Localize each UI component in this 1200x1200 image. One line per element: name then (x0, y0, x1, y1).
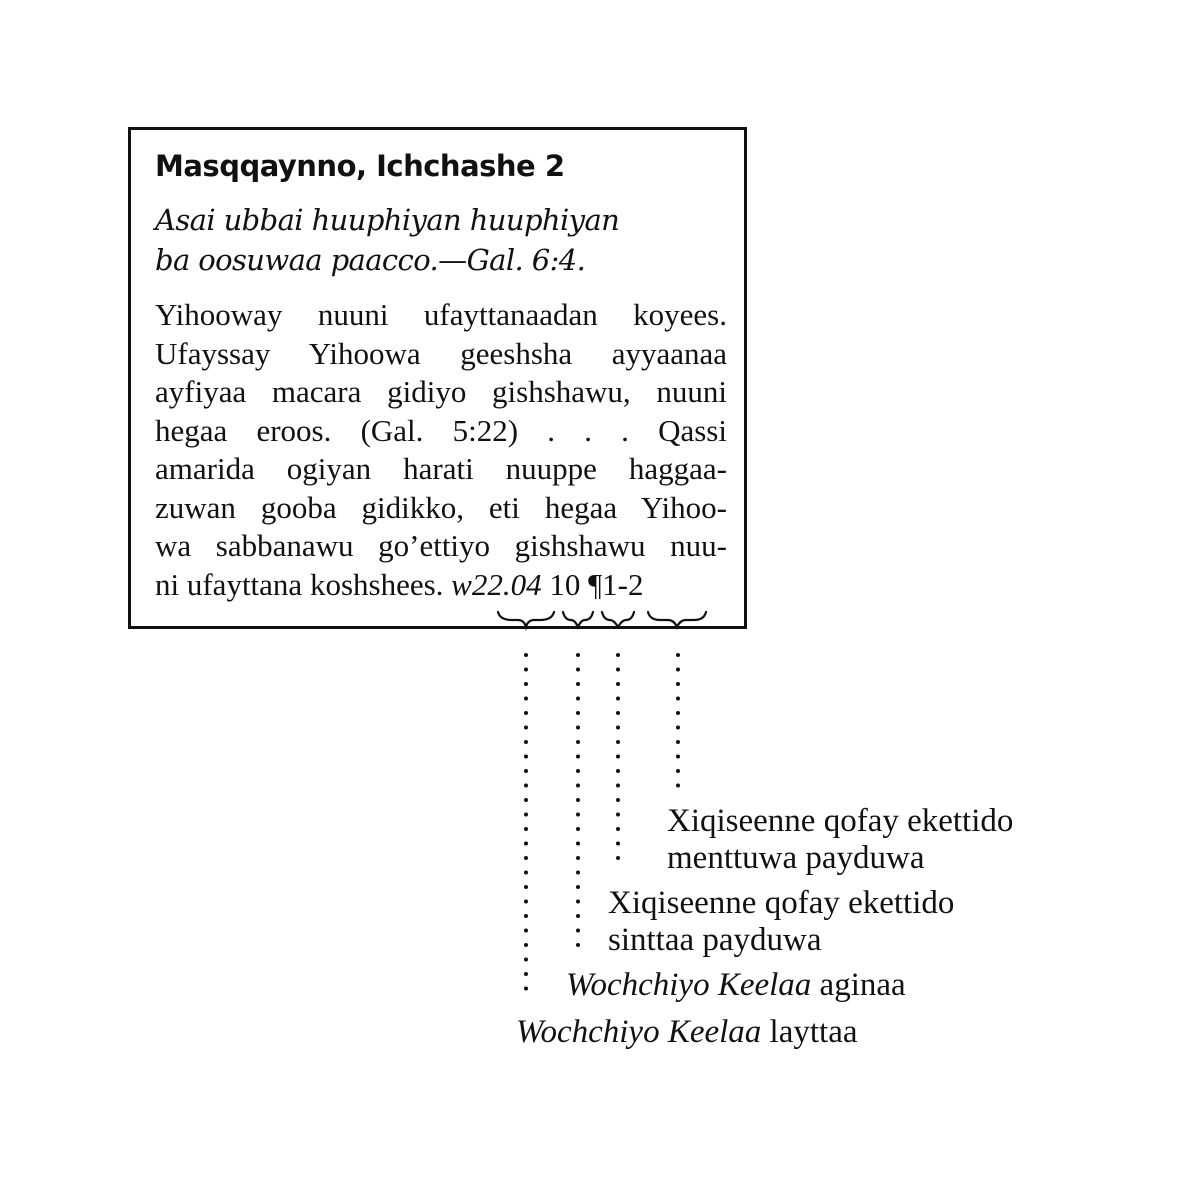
leader-dot (576, 885, 580, 889)
leader-dot (576, 900, 580, 904)
leader-dot (524, 827, 528, 831)
label-issue-suffix: aginaa (819, 967, 906, 1003)
label-year (516, 1014, 858, 1051)
leader-dot (576, 711, 580, 715)
leader-dot (524, 798, 528, 802)
leader-dot (676, 682, 680, 686)
leader-dot (616, 784, 620, 788)
leader-dot (676, 668, 680, 672)
leader-dot (616, 682, 620, 686)
leader-dot (524, 914, 528, 918)
leader-dot (616, 711, 620, 715)
leader-dot (524, 726, 528, 730)
leader-dot (616, 697, 620, 701)
leader-dot (616, 842, 620, 846)
leader-dot (576, 813, 580, 817)
label-issue-italic: Wochchiyo Keelaa (566, 967, 812, 1003)
leader-dot (576, 769, 580, 773)
body-line: zuwan gooba gidikko, eti hegaa Yihoo- (155, 489, 727, 525)
leader-dot (524, 842, 528, 846)
leader-dot (524, 929, 528, 933)
leader-dot (576, 653, 580, 657)
label-paragraphs-line-1: Xiqiseenne qofay ekettido (667, 803, 1014, 839)
leader-dot (616, 740, 620, 744)
leader-dot (676, 711, 680, 715)
leader-dot (576, 740, 580, 744)
label-page-line-2: sinttaa payduwa (608, 922, 822, 958)
leader-dot (524, 682, 528, 686)
label-page-line-1: Xiqiseenne qofay ekettido (608, 885, 955, 921)
leader-dot (524, 972, 528, 976)
leader-dot (676, 653, 680, 657)
brace-year (498, 612, 554, 627)
dotted-leader-page (616, 653, 620, 860)
label-year-italic: Wochchiyo Keelaa (516, 1014, 762, 1050)
leader-dot (616, 769, 620, 773)
dotted-leader-issue (576, 653, 580, 947)
leader-dot (676, 769, 680, 773)
leader-dot (576, 914, 580, 918)
leader-dot (524, 740, 528, 744)
label-year-suffix: layttaa (769, 1014, 858, 1050)
leader-dot (576, 842, 580, 846)
leader-dot (676, 784, 680, 788)
leader-dot (524, 668, 528, 672)
leader-dot (524, 784, 528, 788)
reference-page: 10 (549, 566, 581, 602)
dotted-leader-year (524, 653, 528, 991)
body-line: Ufayssay Yihoowa geeshsha ayyaanaa (155, 335, 727, 371)
leader-dot (576, 668, 580, 672)
leader-dot (524, 813, 528, 817)
leader-dot (576, 755, 580, 759)
leader-dot (616, 668, 620, 672)
body-line: Yihooway nuuni ufayttanaadan koyees. (155, 297, 727, 332)
reference-paragraphs: ¶1-2 (588, 566, 644, 602)
leader-dot (524, 755, 528, 759)
leader-dot (524, 958, 528, 962)
leader-dot (576, 784, 580, 788)
leader-dot (676, 740, 680, 744)
leader-dot (576, 856, 580, 860)
leader-dot (524, 943, 528, 947)
label-paragraphs-line-2: menttuwa payduwa (667, 840, 925, 876)
dotted-leader-paragraphs (676, 653, 680, 788)
label-page (608, 885, 954, 959)
brace-page (602, 612, 634, 627)
leader-dot (616, 726, 620, 730)
leader-dot (616, 856, 620, 860)
leader-dot (616, 813, 620, 817)
body-line: wa sabbanawu go’ettiyo gishshawu nuu- (155, 528, 727, 563)
scripture-line-2: ba oosuwaa paacco.—Gal. 6:4. (155, 243, 586, 277)
body-line: ayfiyaa macara gidiyo gishshawu, nuuni (155, 374, 727, 409)
leader-dot (524, 856, 528, 860)
leader-dot (524, 885, 528, 889)
brace-issue (563, 612, 593, 627)
leader-dot (524, 987, 528, 991)
leader-dot (676, 697, 680, 701)
leader-dot (616, 653, 620, 657)
body-line: hegaa eroos. (Gal. 5:22) . . . Qassi (155, 412, 727, 448)
leader-dot (576, 943, 580, 947)
body-last-line-text: ni ufayttana koshshees. (155, 566, 444, 602)
leader-dot (524, 653, 528, 657)
leader-dot (576, 798, 580, 802)
label-issue (566, 967, 906, 1004)
leader-dot (524, 711, 528, 715)
brace-paragraphs (648, 612, 706, 627)
body-line: amarida ogiyan harati nuuppe haggaa- (155, 451, 727, 486)
leader-dot (616, 827, 620, 831)
leader-dot (576, 682, 580, 686)
leader-dot (616, 755, 620, 759)
leader-dot (576, 697, 580, 701)
leader-dot (524, 697, 528, 701)
leader-dot (524, 871, 528, 875)
scripture-line-1: Asai ubbai huuphiyan huuphiyan (155, 203, 620, 237)
reference-publication: w22.04 (451, 566, 542, 602)
leader-dot (676, 755, 680, 759)
daily-text-date-heading: Masqqaynno, Ichchashe 2 (155, 149, 565, 183)
leader-dot (524, 769, 528, 773)
leader-dot (616, 798, 620, 802)
leader-dot (676, 726, 680, 730)
leader-dot (576, 827, 580, 831)
leader-dot (576, 871, 580, 875)
leader-dot (524, 900, 528, 904)
label-paragraphs (667, 803, 1013, 877)
leader-dot (576, 726, 580, 730)
leader-dot (576, 929, 580, 933)
